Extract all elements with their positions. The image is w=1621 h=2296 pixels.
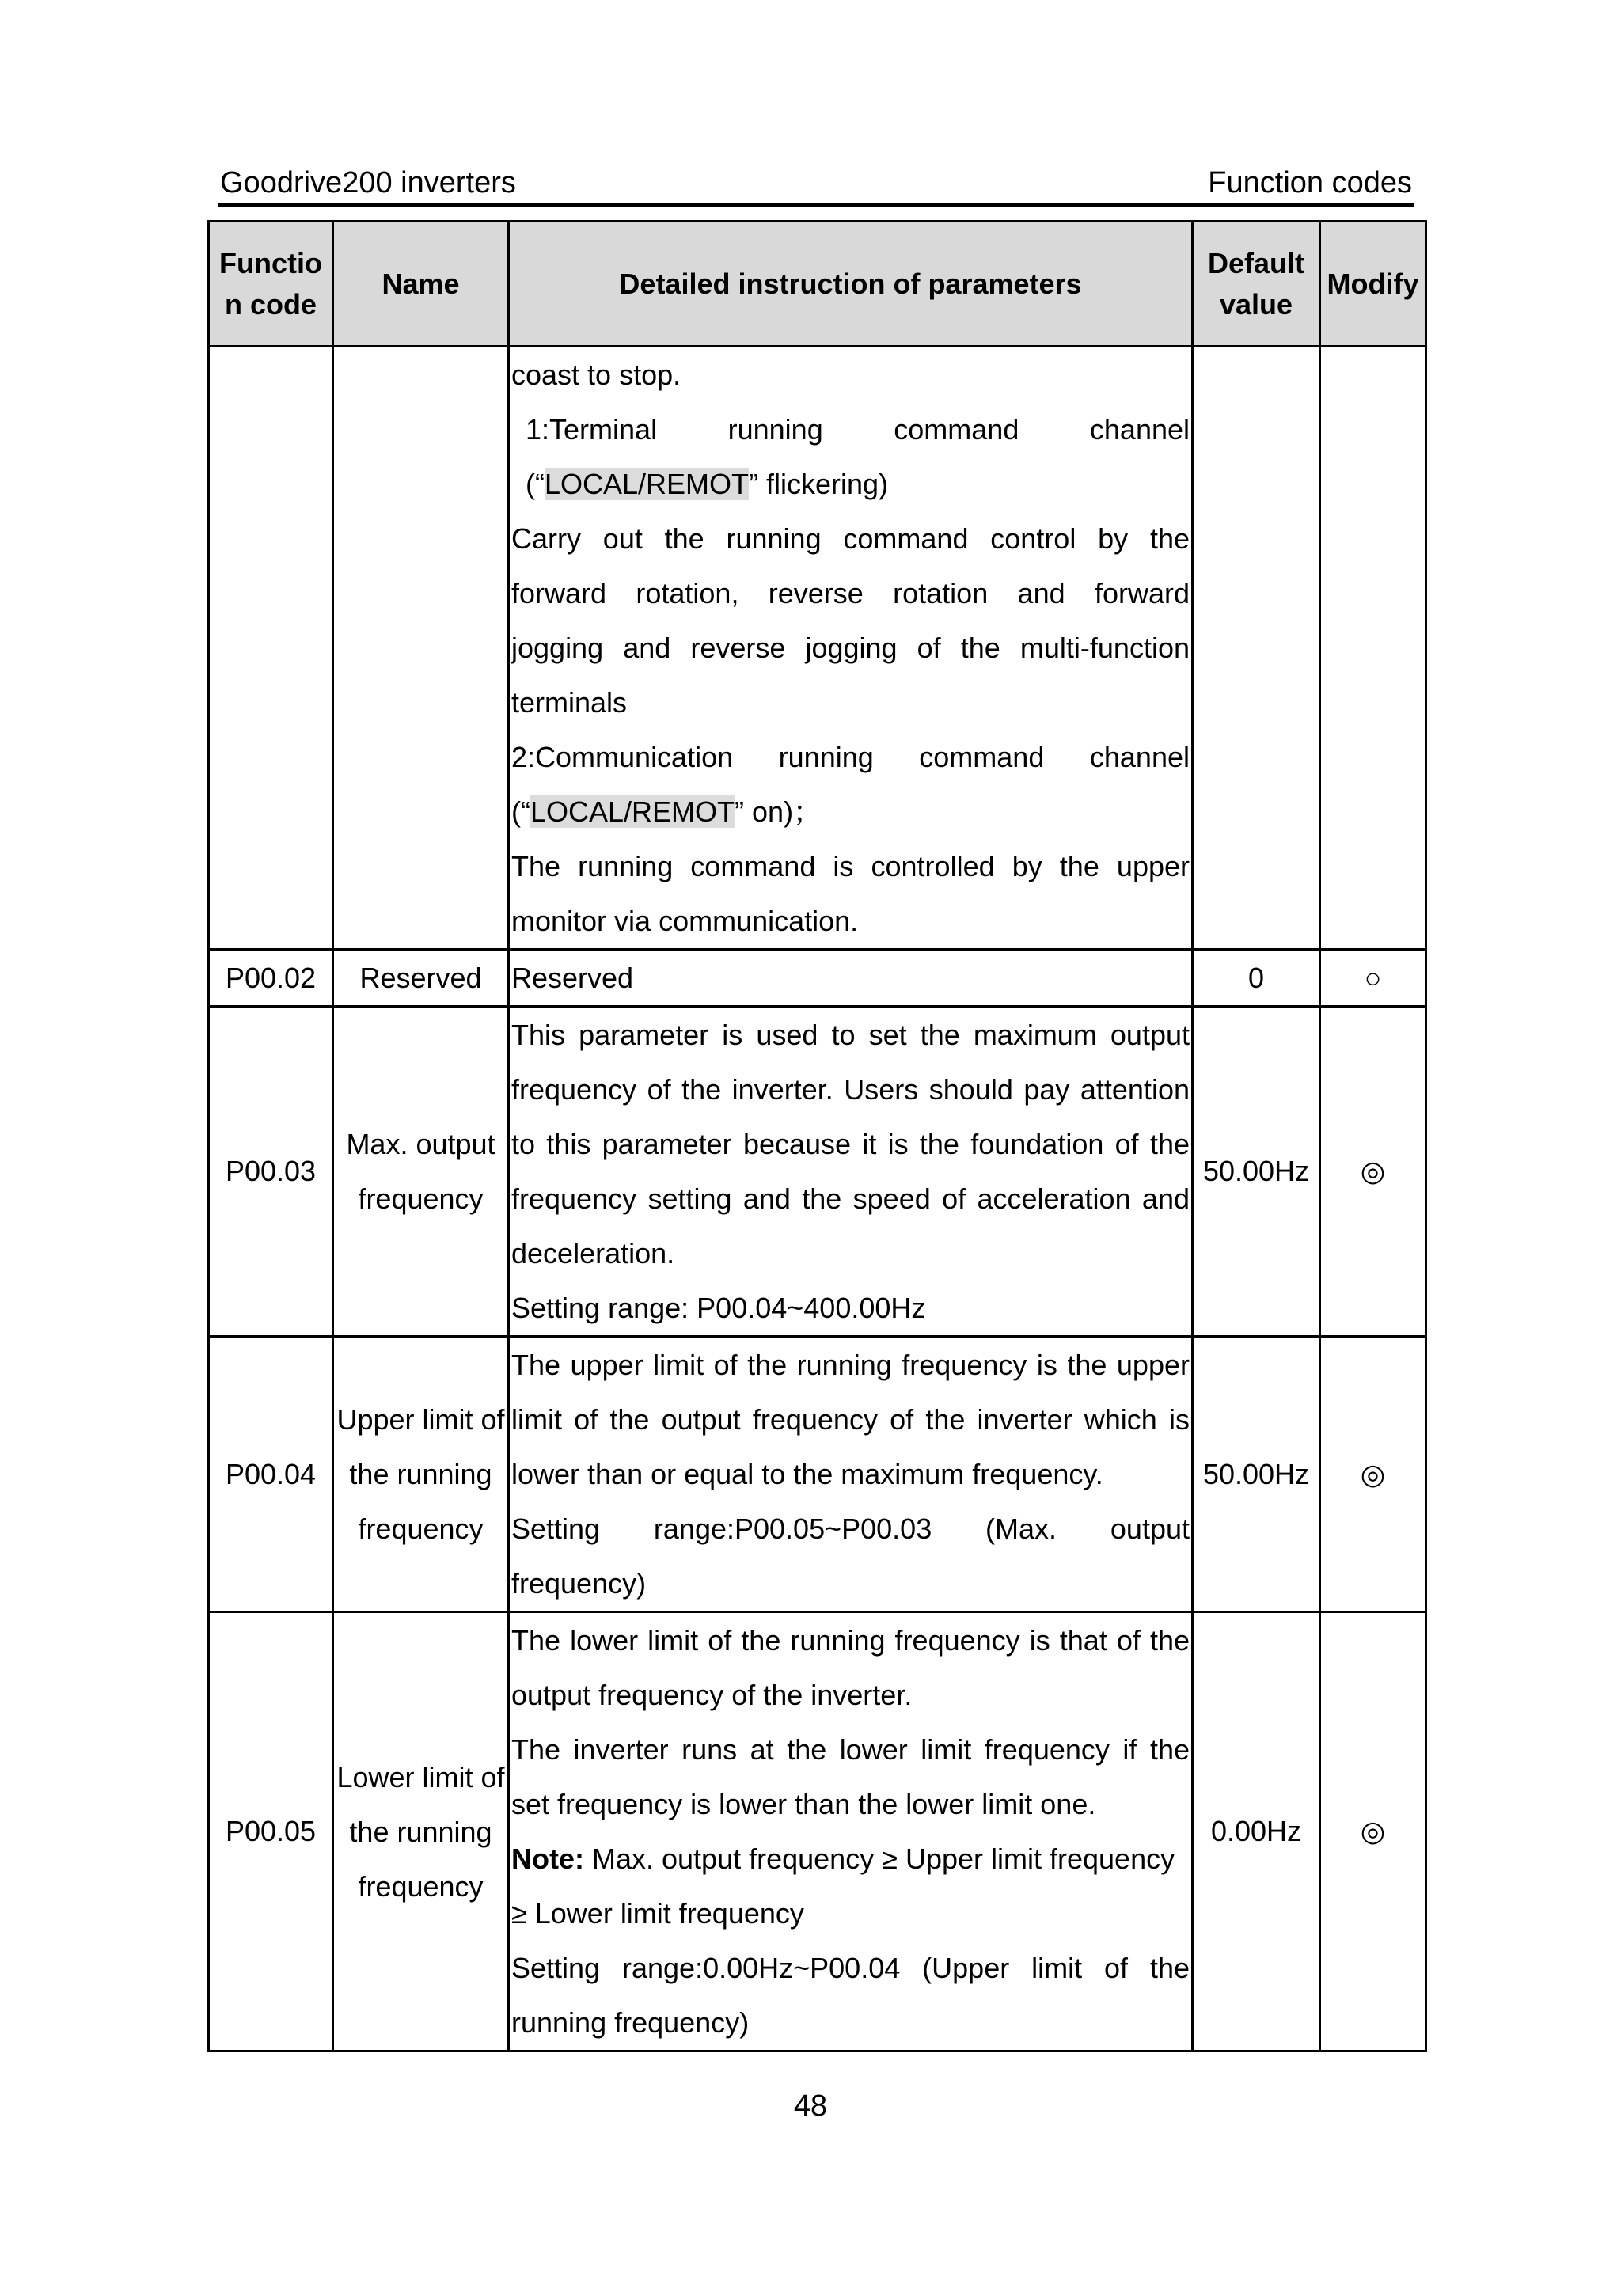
detail-cell: Reserved [509, 950, 1193, 1007]
name-cell: Max. output frequency [333, 1007, 509, 1337]
table-row-continued [209, 347, 1426, 950]
detail-cell: This parameter is used to set the maximum output frequency of the inverter. Users should pay attention to this parameter because it is the foundation of the frequency setting and the speed of acceleration and deceleration. Setting range: P00.04~400.00Hz [509, 1007, 1193, 1337]
highlighted-text: LOCAL/REMOT [530, 795, 735, 828]
name-cell: Upper limit of the running frequency [333, 1337, 509, 1612]
table-row-p0005 [209, 1612, 1426, 2051]
highlighted-text: LOCAL/REMOT [544, 468, 750, 500]
name-cell [333, 347, 509, 950]
name-cell: Reserved [333, 950, 509, 1007]
page-number: 48 [793, 2089, 828, 2123]
detail-cell: coast to stop. 1:Terminal running command channel (“LOCAL/REMOT” flickering) Carry out the running command control by the forward rotation, reverse rotation and forward jogging and reverse jogging of the multi-function terminals 2:Communication running command channel (“LOCAL/REMOT” on)； The running command is controlled by the upper monitor via communication. [509, 347, 1193, 950]
detail-cell: The lower limit of the running frequency is that of the output frequency of the inverter. The inverter runs at the lower limit frequency if the set frequency is lower than the lower limit one. Note: Max. output frequency ≥ Upper limit frequency ≥ Lower limit frequency Setting range:0.00Hz~P00.04 (Upper limit of the running frequency) [509, 1612, 1193, 2051]
name-cell: Lower limit of the running frequency [333, 1612, 509, 2051]
default-cell: 50.00Hz [1193, 1007, 1320, 1337]
code-cell: P00.05 [209, 1612, 333, 2051]
table-row-p0003 [209, 1007, 1426, 1337]
page-header [218, 162, 1414, 207]
header-section: Function codes [1208, 166, 1412, 199]
col-header-name: Name [333, 222, 509, 347]
col-header-modify: Modify [1320, 222, 1426, 347]
code-cell: P00.03 [209, 1007, 333, 1337]
modify-double-circle-icon: ◎ [1320, 1612, 1426, 2051]
table-row-p0004 [209, 1337, 1426, 1612]
col-header-default: Default value [1193, 222, 1320, 347]
default-cell: 0.00Hz [1193, 1612, 1320, 2051]
parameter-table [207, 220, 1427, 2052]
default-cell [1193, 347, 1320, 950]
code-cell [209, 347, 333, 950]
modify-cell [1320, 347, 1426, 950]
modify-double-circle-icon: ◎ [1320, 1337, 1426, 1612]
code-cell: P00.02 [209, 950, 333, 1007]
header-product: Goodrive200 inverters [220, 166, 516, 199]
note-label: Note: [511, 1842, 584, 1875]
col-header-function-code: Functio n code [209, 222, 333, 347]
default-cell: 50.00Hz [1193, 1337, 1320, 1612]
col-header-detail: Detailed instruction of parameters [509, 222, 1193, 347]
table-header-row [209, 222, 1426, 347]
code-cell: P00.04 [209, 1337, 333, 1612]
table-row-p0002 [209, 950, 1426, 1007]
modify-double-circle-icon: ◎ [1320, 1007, 1426, 1337]
default-cell: 0 [1193, 950, 1320, 1007]
detail-cell: The upper limit of the running frequency is the upper limit of the output frequency of the inverter which is lower than or equal to the maximum frequency. Setting range:P00.05~P00.03 (Max. output frequency) [509, 1337, 1193, 1612]
modify-circle-icon: ○ [1320, 950, 1426, 1007]
